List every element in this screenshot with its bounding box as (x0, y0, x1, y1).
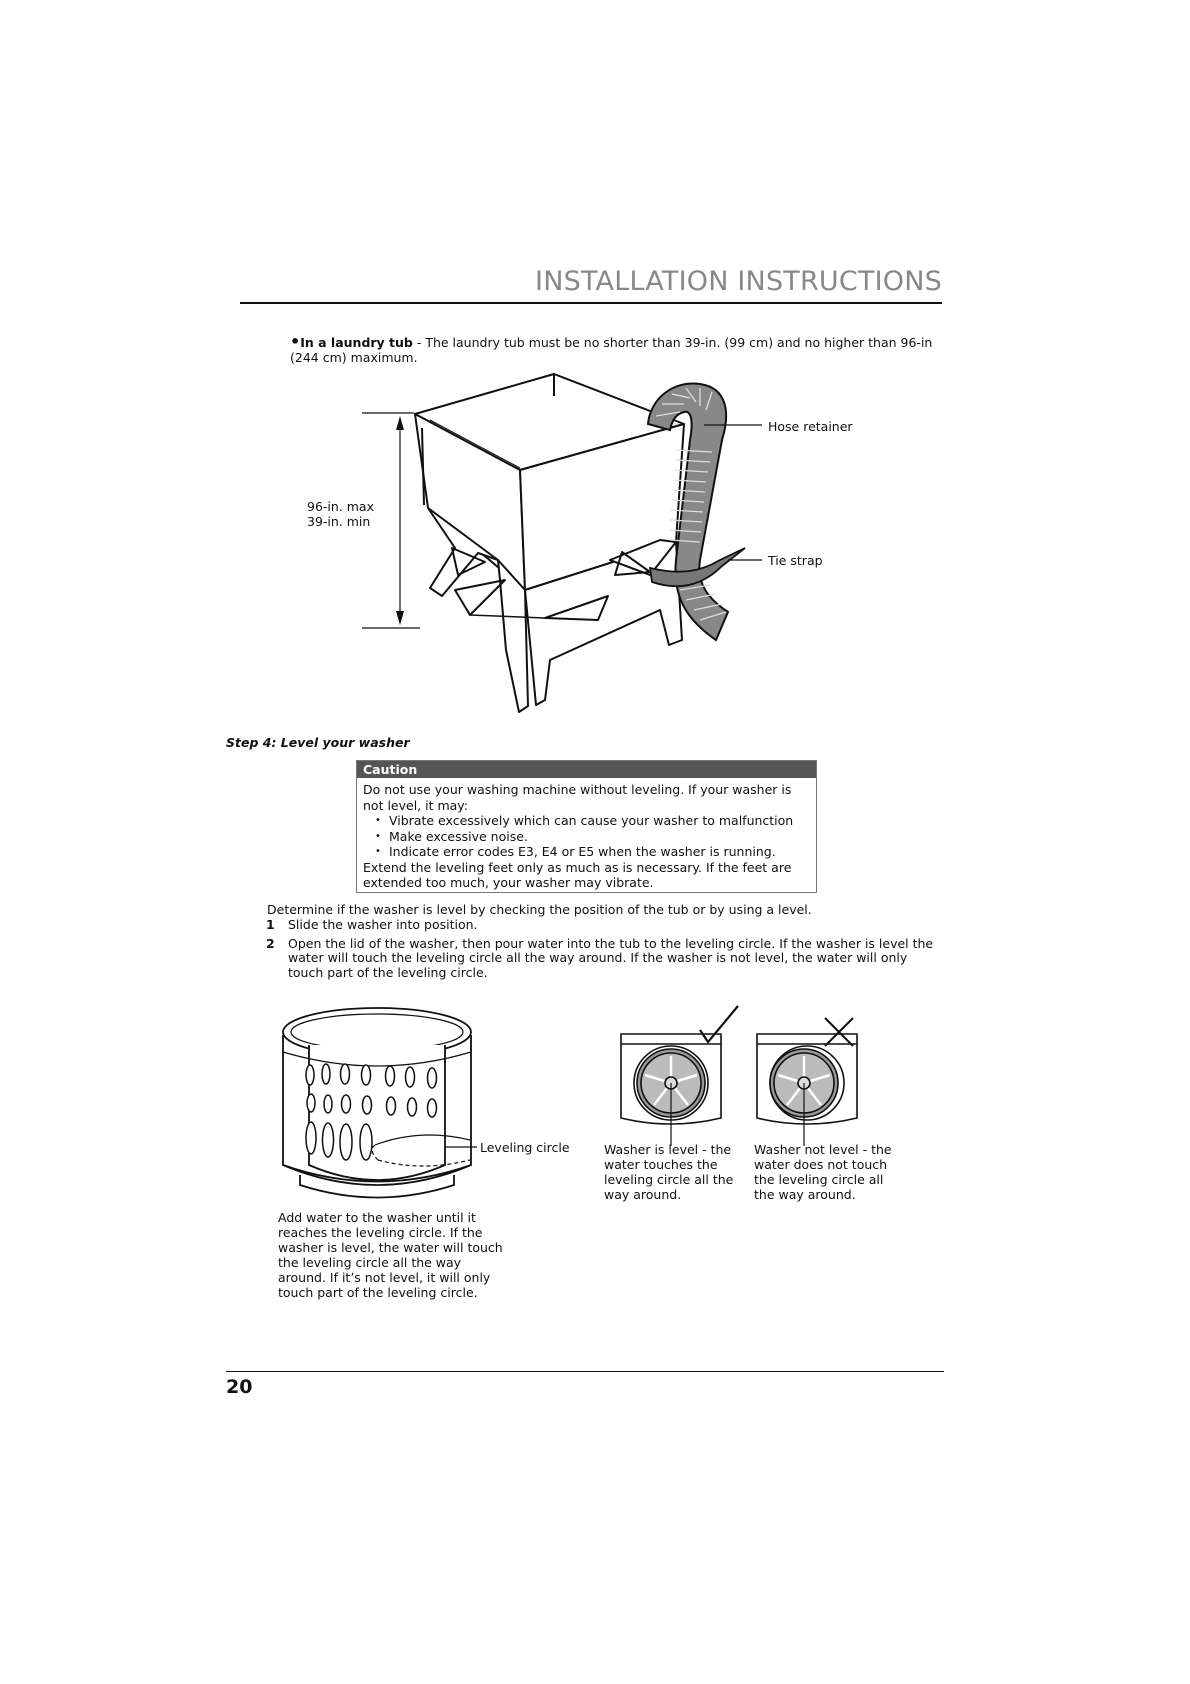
caution-item: • Vibrate excessively which can cause your washer to malfunction (375, 813, 810, 829)
level-caption: Washer is level - the water touches the leveling circle all the way around. (604, 1142, 734, 1202)
tie-strap-label: Tie strap (768, 553, 823, 568)
caution-item: • Make excessive noise. (375, 829, 810, 845)
bullet-text: - The laundry tub must be no shorter than 39-in. (99 cm) and no higher than 96-in (244 cm) maximum. (290, 335, 933, 365)
min-height-label: 39-in. min (307, 514, 371, 529)
step-heading: Step 4: Level your washer (226, 735, 410, 750)
step-text: Open the lid of the washer, then pour water into the tub to the leveling circle. If the washer is level the water will touch the leveling circle all the way around. If the washer is not level, the water will only touch part of the leveling circle. (288, 935, 934, 980)
step-text: Slide the washer into position. (288, 917, 478, 932)
caution-item: • Indicate error codes E3, E4 or E5 when the washer is running. (375, 844, 810, 860)
caution-outro: Extend the leveling feet only as much as is necessary. If the feet are extended too much, your washer may vibrate. (363, 859, 792, 890)
determine-text: Determine if the washer is level by checking the position of the tub or by using a level. (267, 902, 812, 917)
caution-intro: Do not use your washing machine without leveling. If your washer is not level, it may: (363, 782, 792, 813)
bullet-title: In a laundry tub (300, 335, 413, 350)
footer-divider (226, 1371, 944, 1372)
page-number: 20 (226, 1376, 253, 1398)
bullet-dot: • (290, 332, 301, 351)
section-title: INSTALLATION INSTRUCTIONS (535, 266, 942, 297)
hose-retainer-label: Hose retainer (768, 419, 853, 434)
step-number: 2 (266, 935, 275, 951)
not-level-caption: Washer not level - the water does not touch the leveling circle all the way around. (754, 1142, 892, 1202)
tub-caption: Add water to the washer until it reaches the leveling circle. If the washer is level, the water will touch the leveling circle all the way around. If it’s not level, it will only touch part of the leveling circle. (278, 1210, 503, 1300)
leveling-circle-label: Leveling circle (480, 1140, 570, 1155)
step-number: 1 (266, 917, 275, 932)
max-height-label: 96-in. max (307, 499, 374, 514)
caution-title: Caution (357, 761, 816, 778)
